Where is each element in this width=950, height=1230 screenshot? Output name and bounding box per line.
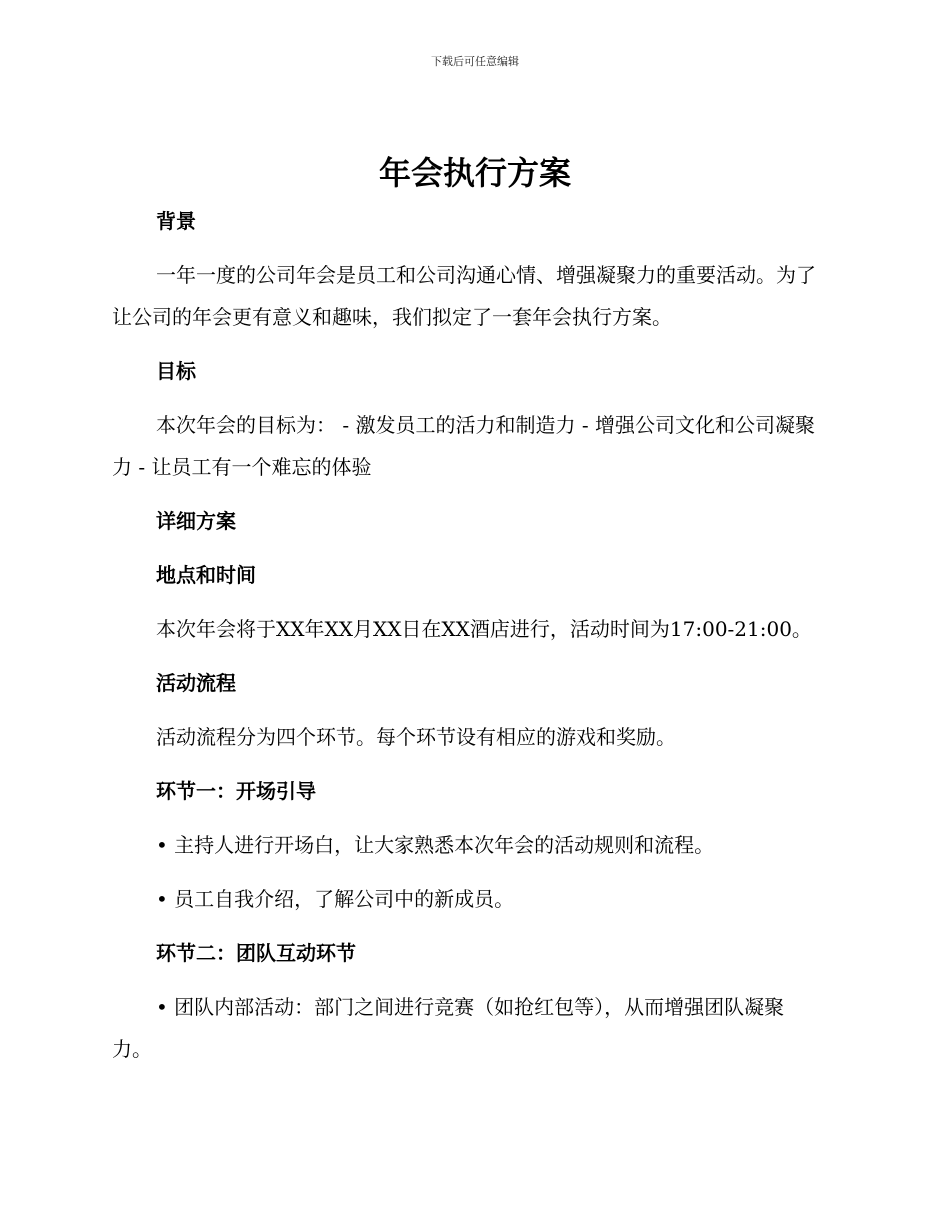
heading-background: 背景 xyxy=(156,209,196,233)
list-item-stage-one-1: • 主持人进行开场白，让大家熟悉本次年会的活动规则和流程。 xyxy=(156,833,715,857)
document-title: 年会执行方案 xyxy=(378,154,571,192)
heading-place-time: 地点和时间 xyxy=(156,563,256,587)
page-header-note: 下载后可任意编辑 xyxy=(431,55,519,68)
heading-flow: 活动流程 xyxy=(156,671,236,695)
heading-plan: 详细方案 xyxy=(156,509,236,533)
list-item-stage-one-2: • 员工自我介绍，了解公司中的新成员。 xyxy=(156,887,515,911)
heading-stage-two: 环节二：团队互动环节 xyxy=(156,941,356,965)
paragraph-flow: 活动流程分为四个环节。每个环节设有相应的游戏和奖励。 xyxy=(156,725,676,749)
heading-goal: 目标 xyxy=(156,359,196,383)
paragraph-background: 一年一度的公司年会是员工和公司沟通心情、增强凝聚力的重要活动。为了让公司的年会更有意义和趣味，我们拟定了一套年会执行方案。 xyxy=(112,263,816,329)
list-item-stage-two-1: • 团队内部活动：部门之间进行竞赛（如抢红包等），从而增强团队凝聚力。 xyxy=(112,995,785,1061)
document-body xyxy=(112,200,824,1070)
paragraph-goal: 本次年会的目标为： - 激发员工的活力和制造力 - 增强公司文化和公司凝聚力 - 让员工有一个难忘的体验 xyxy=(112,413,815,479)
paragraph-place-time: 本次年会将于XX年XX月XX日在XX酒店进行，活动时间为17:00-21:00。 xyxy=(156,617,812,641)
heading-stage-one: 环节一：开场引导 xyxy=(156,779,316,803)
